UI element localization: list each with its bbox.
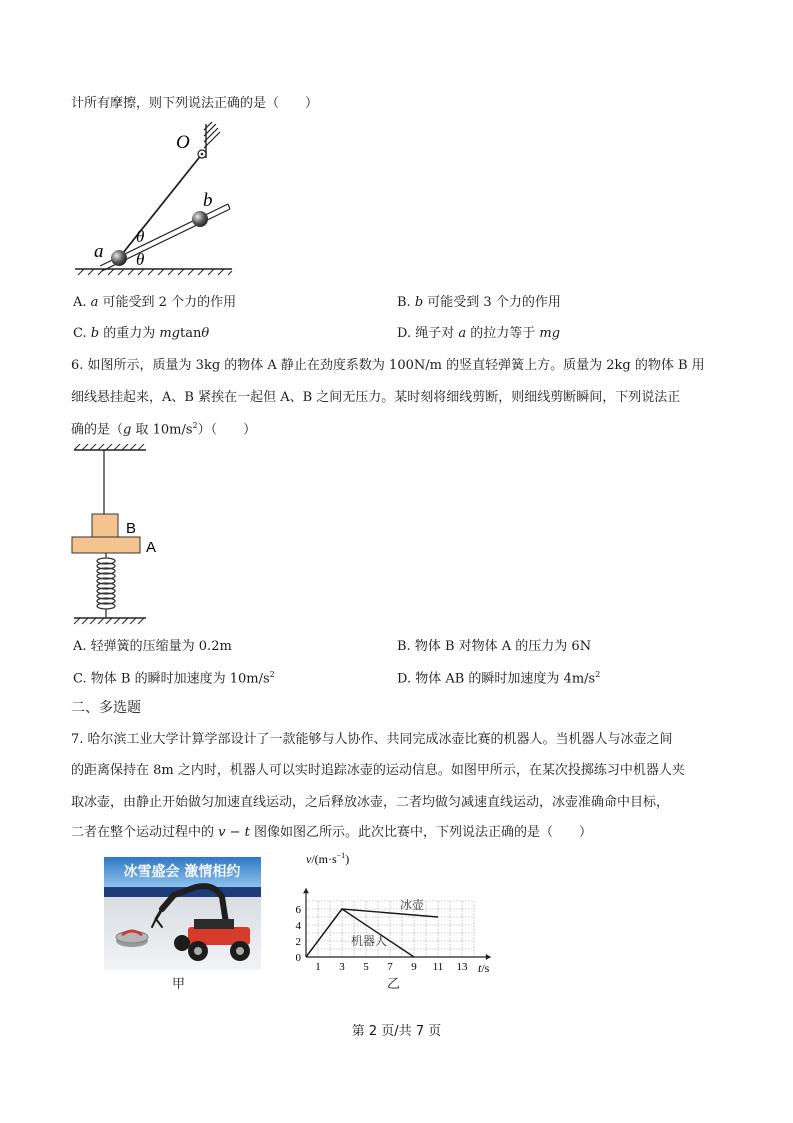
y-tick-label: 0 [295,952,301,964]
ball-b [192,211,208,227]
q5-option-d: D. 绳子对 a 的拉力等于 mg [397,326,561,341]
q7-stem-line2: 的距离保持在 8m 之内时，机器人可以实时追踪冰壶的运动信息。如图甲所示，在某次投掷练习中机器人夹 [71,763,685,778]
q6-figure [70,444,180,630]
spring [97,553,115,618]
floor-hatch [74,618,144,624]
q6-stem-line3: 确的是（g 取 $10m/s^2$）（ ） [71,421,257,438]
q6-stem-line1: 6. 如图所示，质量为 3kg 的物体 A 静止在劲度系数为 100N/m 的竖直轻弹簧上方。质量为 2kg 的物体 B 用 [71,358,705,373]
chart-grid [306,901,474,957]
page-footer: 第 2 页/共 7 页 [351,1024,442,1039]
vt-chart [278,846,508,976]
robot-photo [104,857,261,970]
q5-option-c: C. b 的重力为 mgtanθ [73,326,210,341]
y-axis-arrow [303,888,309,893]
q7-stem-line3: 取冰壶，由静止开始做匀加速直线运动，之后释放冰壶，二者均做匀减速直线运动，冰壶准确命中目标， [71,795,670,810]
x-tick-label: 1 [315,961,321,973]
label-theta-lower: θ [136,250,145,269]
label-theta-upper: θ [136,227,145,246]
label-a: a [94,241,104,262]
q6-option-b: B. 物体 B 对物体 A 的压力为 6N [397,639,592,654]
y-tick-label: 4 [295,920,301,932]
ceiling-hatch [74,444,144,450]
label-b: B [126,520,137,537]
q6-option-c: C. 物体 B 的瞬时加速度为 $10m/s^2$ [73,670,275,687]
q5-option-a: A. a 可能受到 2 个力的作用 [73,295,237,310]
q7-stem-line4: 二者在整个运动过程中的 v − t 图像如图乙所示。此次比赛中，下列说法正确的是（ ） [71,825,593,840]
x-axis-arrow [486,954,491,960]
label-o: O [176,132,190,153]
ground-hatch [78,269,232,275]
q5-stem-tail: 计所有摩擦，则下列说法正确的是（ ） [71,96,319,111]
curling-stone [116,931,148,947]
q7-stem-line1: 7. 哈尔滨工业大学计算学部设计了一款能够与人协作、共同完成冰壶比赛的机器人。当机器人与冰壶之间 [71,732,673,747]
q6-option-d: D. 物体 AB 的瞬时加速度为 $4m/s^2$ [397,670,601,687]
section-heading: 二、多选题 [71,700,141,716]
x-tick-label: 13 [456,961,468,973]
banner-text: 冰雪盛会 激情相约 [123,864,241,880]
label-b: b [203,190,213,211]
series-label-curling-stone: 冰壶 [400,898,425,912]
y-axis-label: $v/(m\cdot s^{-1})$ [306,851,350,866]
x-tick-label: 9 [411,961,417,973]
q6-option-a: A. 轻弹簧的压缩量为 0.2m [73,639,232,654]
label-a: A [146,539,157,556]
block-b [92,514,118,537]
series-label-robot: 机器人 [351,934,388,948]
x-tick-label: 5 [363,961,369,973]
block-a [72,537,140,553]
x-tick-label: 11 [432,961,444,973]
ball-a [111,250,127,266]
x-tick-label: 7 [387,961,393,973]
q6-stem-line2: 细线悬挂起来，A、B 紧挨在一起但 A、B 之间无压力。某时刻将细线剪断，则细线剪断瞬间，下列说法正 [71,390,681,405]
x-tick-label: 3 [339,961,345,973]
q5-figure [70,118,240,278]
q5-option-b: B. b 可能受到 3 个力的作用 [397,295,561,310]
y-tick-label: 2 [295,936,301,948]
chart-caption: 乙 [387,977,401,992]
photo-caption: 甲 [172,977,186,992]
y-tick-label: 6 [295,904,301,916]
x-axis-label: t/s [478,961,490,975]
